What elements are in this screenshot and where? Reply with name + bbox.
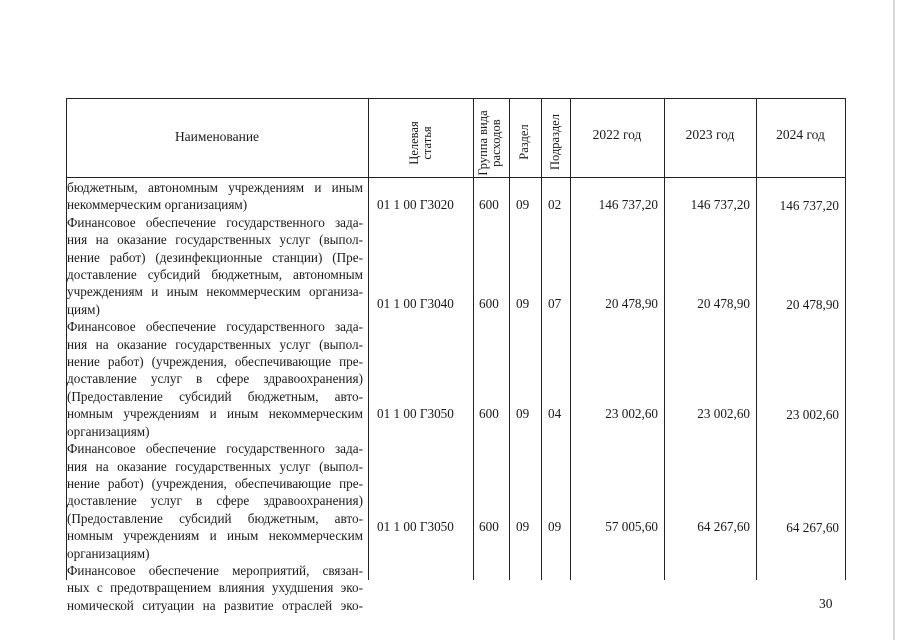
row-2023: 146 737,20	[690, 197, 750, 212]
desc-line: некоммерческим организациям)	[67, 197, 248, 213]
row-2023: 20 478,90	[697, 296, 750, 311]
row-target: 01 1 00 Г3050	[377, 519, 454, 534]
header-target: Целевая статья	[407, 121, 434, 165]
row-group: 600	[479, 296, 499, 311]
row-subsection: 02	[548, 197, 562, 212]
desc-line: Финансовое обеспечение государственного зада-	[67, 441, 363, 457]
row-section: 09	[516, 519, 530, 534]
header-group: Группа вида расходов	[476, 110, 503, 176]
row-2022: 57 005,60	[605, 519, 658, 534]
row-subsection: 04	[548, 406, 562, 421]
header-2024: 2024 год	[776, 127, 825, 142]
row-target: 01 1 00 Г3050	[377, 406, 454, 421]
desc-line: нение работ) (учреждения, обеспечивающие пре-	[67, 475, 363, 491]
desc-line: доставление услуг в сфере здравоохранения)	[67, 493, 363, 509]
desc-line: ния на оказание государственных услуг (выпол-	[67, 458, 363, 474]
desc-line: номным учреждениям и иным некоммерческим	[67, 406, 363, 422]
header-name: Наименование	[174, 129, 260, 144]
row-2024: 23 002,60	[786, 407, 839, 422]
header-2023: 2023 год	[685, 127, 735, 142]
desc-line: (Предоставление субсидий бюджетным, авто-	[67, 388, 363, 404]
row-2022: 20 478,90	[605, 296, 658, 311]
row-subsection: 09	[548, 519, 562, 534]
row-2024: 64 267,60	[786, 520, 839, 535]
desc-line: организациям)	[67, 423, 150, 439]
desc-line: номным учреждениям и иным некоммерческим	[67, 528, 363, 544]
row-2024: 20 478,90	[786, 297, 839, 312]
row-2022: 23 002,60	[605, 406, 658, 421]
desc-line: номической ситуации на развитие отраслей эко-	[67, 597, 363, 613]
desc-line: доставление субсидий бюджетным, автономным	[67, 267, 363, 283]
desc-line: ных с предотвращением влияния ухудшения эко-	[67, 580, 363, 596]
row-subsection: 07	[548, 296, 562, 311]
desc-line: нение работ) (дезинфекционные станции) (Пре-	[67, 249, 363, 265]
desc-line: Финансовое обеспечение государственного зада-	[67, 214, 363, 230]
row-target: 01 1 00 Г3040	[377, 296, 454, 311]
row-2023: 64 267,60	[697, 519, 750, 534]
desc-line: бюджетным, автономным учреждениям и иным	[67, 180, 363, 195]
row-section: 09	[516, 406, 530, 421]
header-subsection: Подраздел	[548, 114, 562, 170]
desc-line: (Предоставление субсидий бюджетным, авто-	[67, 510, 363, 526]
desc-line: циям)	[67, 301, 100, 317]
page-number: 30	[819, 596, 833, 611]
row-2022: 146 737,20	[598, 197, 658, 212]
desc-line: ния на оказание государственных услуг (выпол-	[67, 336, 363, 352]
row-group: 600	[479, 519, 499, 534]
header-2022: 2022 год	[592, 127, 642, 142]
row-group: 600	[479, 197, 499, 212]
row-section: 09	[516, 296, 530, 311]
row-2024: 146 737,20	[779, 198, 839, 213]
row-section: 09	[516, 197, 530, 212]
description-column	[67, 179, 363, 614]
desc-line: учреждениям и иным некоммерческим организа-	[67, 284, 363, 300]
row-target: 01 1 00 Г3020	[377, 197, 454, 212]
desc-line: организациям)	[67, 545, 150, 561]
desc-line: ния на оказание государственных услуг (выпол-	[67, 232, 363, 248]
desc-line: нение работ) (учреждения, обеспечивающие пре-	[67, 354, 363, 370]
row-2023: 23 002,60	[697, 406, 750, 421]
row-group: 600	[479, 406, 499, 421]
desc-line: Финансовое обеспечение государственного зада-	[67, 319, 363, 335]
header-section: Раздел	[517, 124, 531, 160]
desc-line: Финансовое обеспечение мероприятий, связан-	[67, 562, 363, 578]
desc-line: доставление услуг в сфере здравоохранения)	[67, 371, 363, 387]
